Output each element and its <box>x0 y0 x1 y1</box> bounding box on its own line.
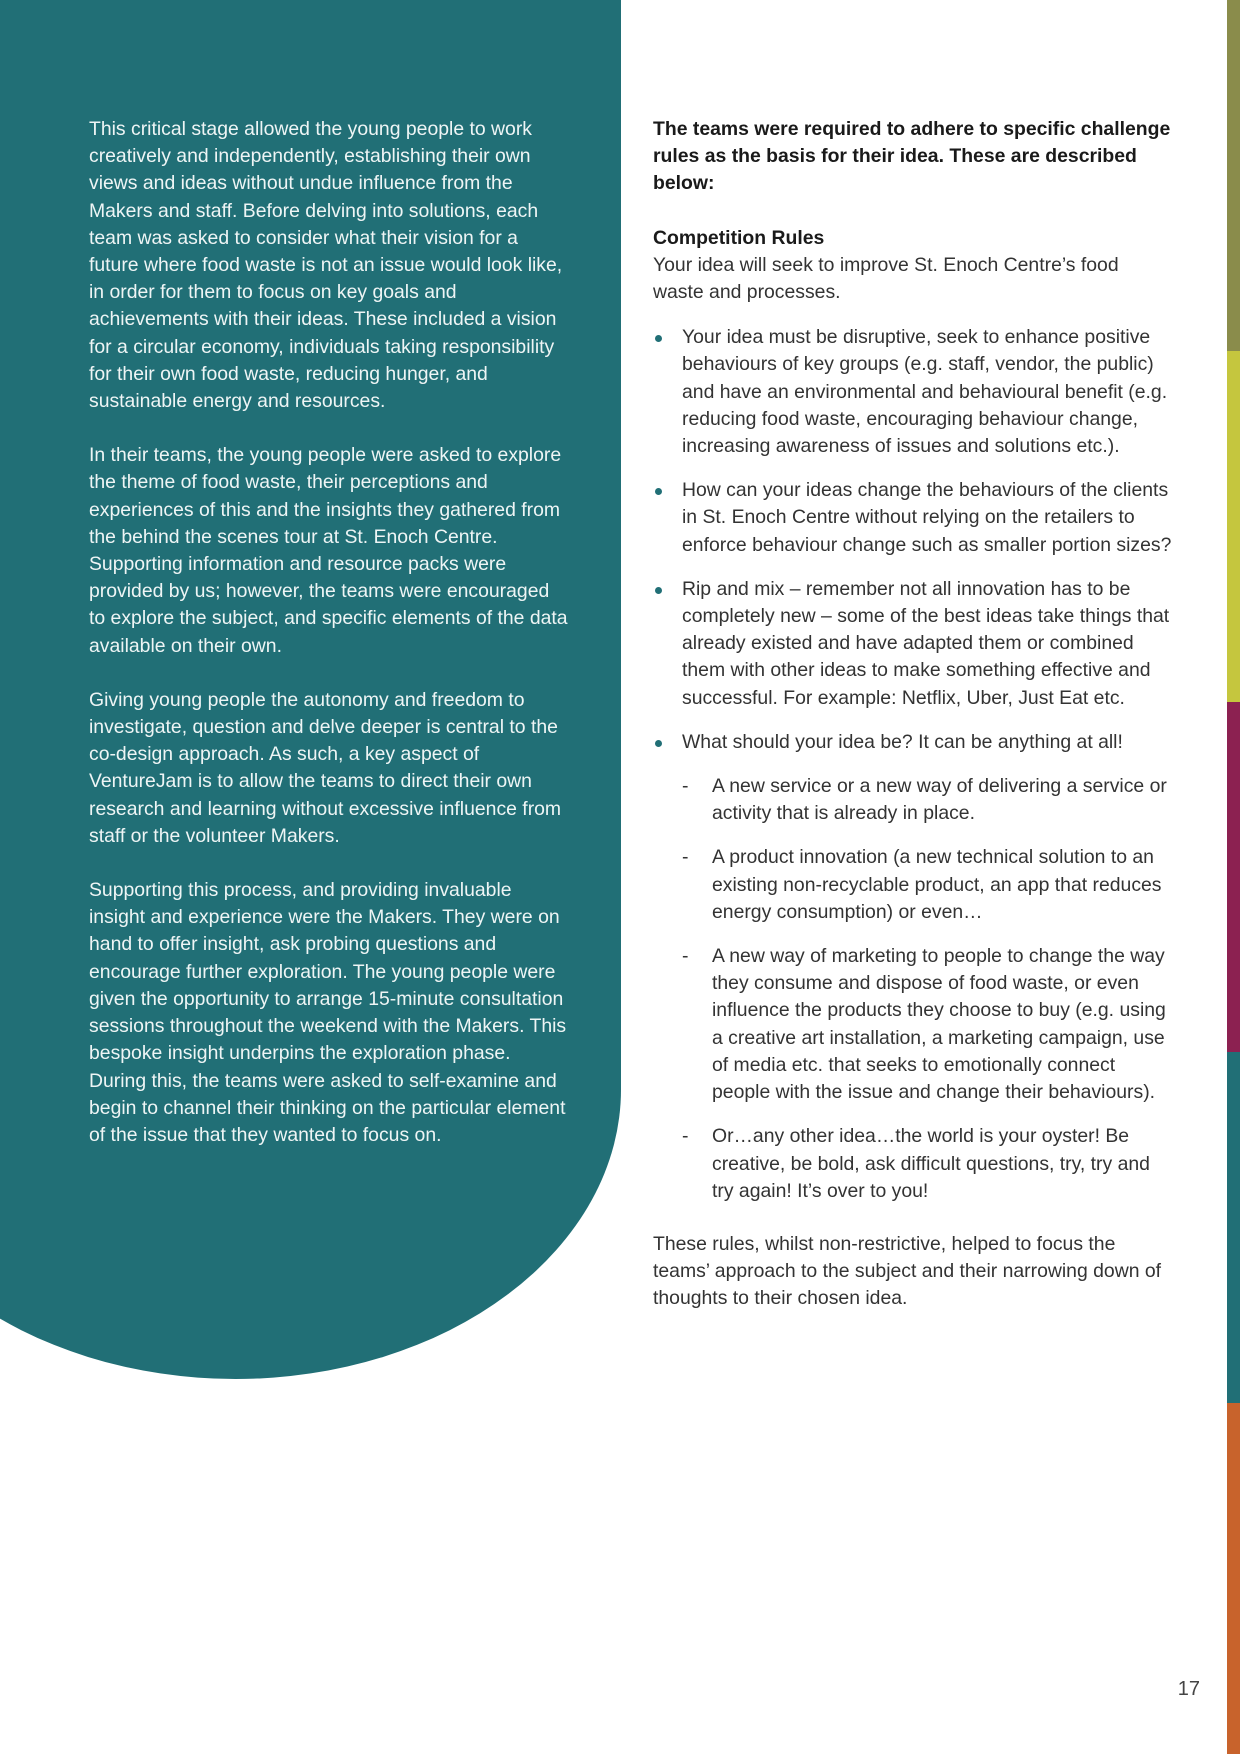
idea-option-item <box>682 844 1173 926</box>
bullet-dot-icon <box>655 335 662 342</box>
dash-icon: - <box>682 945 689 968</box>
stripe-lime <box>1227 351 1240 702</box>
left-column <box>89 116 569 1176</box>
rule-item <box>653 729 1173 1205</box>
rule-text: What should your idea be? It can be anything at all! <box>682 730 1123 753</box>
idea-option-text: A new service or a new way of delivering a service or activity that is already in place. <box>712 775 1167 825</box>
page-number: 17 <box>1177 1678 1200 1700</box>
left-paragraph: Supporting this process, and providing invaluable insight and experience were the Makers. They were on hand to offer insight, ask probing questions and encourage further exploration. The young people were given the opportunity to arrange 15-minute consultation sessions throughout the weekend with the Makers. This bespoke insight underpins the exploration phase. During this, the teams were asked to self-examine and begin to channel their thinking on the particular element of the issue that they wanted to focus on. <box>89 879 567 1146</box>
left-paragraph: Giving young people the autonomy and freedom to investigate, question and delve deeper is central to the co-design approach. As such, a key aspect of VentureJam is to allow the teams to direct their own research and learning without excessive influence from staff or the volunteer Makers. <box>89 688 562 847</box>
rule-text: Your idea must be disruptive, seek to enhance positive behaviours of key groups (e.g. staff, vendor, the public) and have an environmental and behavioural benefit (e.g. reducing food waste, encouraging behaviour change, increasing awareness of issues and solutions etc.). <box>682 326 1168 458</box>
closing-text: These rules, whilst non-restrictive, helped to focus the teams’ approach to the subject and their narrowing down of thoughts to their chosen idea. <box>653 1232 1162 1310</box>
dash-icon: - <box>682 846 689 869</box>
rule-text: How can your ideas change the behaviours of the clients in St. Enoch Centre without relying on the retailers to enforce behaviour change such as smaller portion sizes? <box>682 479 1172 556</box>
idea-option-item <box>682 773 1173 827</box>
rules-heading: Competition Rules <box>653 226 825 249</box>
idea-option-text: A new way of marketing to people to change the way they consume and dispose of food waste, or even influence the products they choose to buy (e.g. using a creative art installation, a marketing campaign, use of media etc. that seeks to emotionally connect people with the issue and change their behaviours). <box>712 945 1166 1104</box>
stripe-teal <box>1227 1052 1240 1403</box>
dash-icon: - <box>682 775 689 798</box>
left-paragraph: In their teams, the young people were asked to explore the theme of food waste, their perceptions and experiences of this and the insights they gathered from the behind the scenes tour at St. Enoch Centre. Supporting information and resource packs were provided by us; however, the teams were encouraged to explore the subject, and specific elements of the data available on their own. <box>89 444 568 657</box>
bullet-dot-icon <box>655 587 662 594</box>
rule-text: Rip and mix – remember not all innovation has to be completely new – some of the best ideas take things that already existed and have adapted them or combined them with other ideas to make something effective and successful. For example: Netflix, Uber, Just Eat etc. <box>682 577 1170 709</box>
stripe-orange <box>1227 1403 1240 1754</box>
stripe-plum <box>1227 702 1240 1052</box>
right-column <box>653 116 1173 1313</box>
idea-option-text: Or…any other idea…the world is your oyster! Be creative, be bold, ask difficult questions, try, try and try again! It’s over to you! <box>712 1125 1150 1202</box>
idea-option-item <box>682 1123 1173 1205</box>
bullet-dot-icon <box>655 740 662 747</box>
rules-lead: Your idea will seek to improve St. Enoch Centre’s food waste and processes. <box>653 253 1119 304</box>
dash-icon: - <box>682 1125 689 1148</box>
idea-options-list <box>682 773 1173 1205</box>
idea-option-item <box>682 943 1173 1106</box>
rule-item <box>653 477 1173 559</box>
idea-option-text: A product innovation (a new technical solution to an existing non-recyclable product, an app that reduces energy consumption) or even… <box>712 846 1162 923</box>
intro-text: The teams were required to adhere to specific challenge rules as the basis for their idea. These are described below: <box>653 118 1171 195</box>
rule-item <box>653 324 1173 460</box>
rules-list <box>653 324 1173 1205</box>
left-paragraph: This critical stage allowed the young people to work creatively and independently, establishing their own views and ideas without undue influence from the Makers and staff. Before delving into solutions, each team was asked to consider what their vision for a future where food waste is not an issue would look like, in order for them to focus on key goals and achievements with their ideas. These included a vision for a circular economy, individuals taking responsibility for their own food waste, reducing hunger, and sustainable energy and resources. <box>89 118 563 413</box>
bullet-dot-icon <box>655 488 662 495</box>
stripe-olive <box>1227 0 1240 351</box>
rule-item <box>653 576 1173 712</box>
